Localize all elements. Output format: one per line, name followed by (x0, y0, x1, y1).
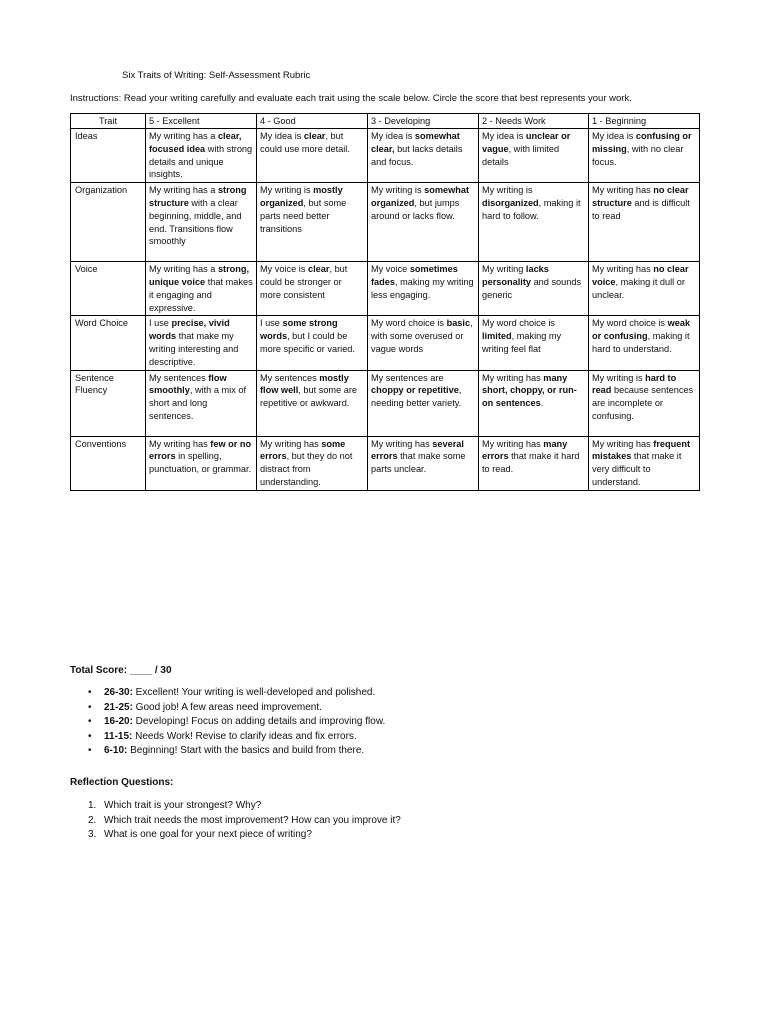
table-row (71, 183, 700, 262)
cell-text: , making it hard to understand. (592, 331, 690, 354)
cell-text: My writing is (260, 185, 314, 196)
score-range: 26-30: (104, 687, 133, 698)
cell-text: My idea is (482, 131, 526, 141)
score-description: Beginning! Start with the basics and build from there. (127, 745, 365, 756)
cell-text: in spelling, punctuation, or grammar. (149, 451, 252, 475)
score-bands-list (70, 686, 385, 759)
cell-text: My sentences (149, 372, 209, 383)
rubric-cell-score-3 (368, 370, 479, 436)
emphasis-text: frequent mistakes (592, 438, 691, 462)
cell-text: with strong details and unique insights. (149, 143, 253, 180)
cell-text: , with limited details (482, 143, 560, 167)
emphasis-text: few or no errors (149, 438, 252, 462)
rubric-cell-score-2 (479, 129, 589, 183)
cell-text: My sentences (260, 372, 320, 383)
emphasis-text: flow smoothly (149, 372, 227, 396)
list-item (70, 744, 385, 759)
emphasis-text: hard to read (592, 372, 677, 396)
cell-text: . (540, 398, 544, 409)
cell-text: My writing has (482, 438, 544, 449)
header-trait: Trait (71, 114, 146, 129)
cell-text: My writing (482, 264, 526, 275)
emphasis-text: many errors (482, 438, 568, 462)
cell-text: , with a mix of short and long sentences. (149, 385, 247, 421)
score-range: 21-25: (104, 701, 133, 713)
rubric-cell-score-4 (257, 436, 368, 490)
table-row (71, 262, 700, 316)
cell-text: , with some overused or vague words (371, 318, 473, 354)
cell-text: My sentences are (371, 372, 444, 383)
cell-text: My writing has (371, 438, 433, 449)
rubric-cell-score-2 (479, 436, 589, 490)
reflection-title: Reflection Questions: (70, 777, 174, 788)
cell-text: and sounds generic (482, 276, 582, 300)
emphasis-text: choppy or repetitive (371, 385, 459, 396)
header-score-5: 5 - Excellent (146, 114, 257, 129)
cell-text: My word choice is (482, 318, 556, 329)
emphasis-text: clear, focused idea (149, 131, 242, 154)
emphasis-text: unclear or vague (482, 131, 571, 154)
cell-text: but lacks details and focus. (371, 143, 463, 167)
emphasis-text: confusing or missing (592, 131, 692, 154)
rubric-cell-score-4 (257, 129, 368, 183)
cell-text: , needing better variety. (371, 385, 462, 409)
cell-text: My writing is (592, 372, 646, 383)
rubric-cell-score-5 (146, 316, 257, 370)
rubric-cell-score-1 (589, 370, 700, 436)
score-range: 11-15: (104, 730, 133, 742)
rubric-cell-score-5 (146, 370, 257, 436)
cell-text: My idea is (260, 131, 304, 141)
rubric-cell-score-2 (479, 316, 589, 370)
cell-text: , but they do not distract from understanding. (260, 451, 353, 487)
score-range: 16-20: (104, 716, 133, 727)
emphasis-text: some errors (260, 438, 346, 462)
emphasis-text: several errors (371, 438, 464, 462)
emphasis-text: sometimes fades (371, 264, 458, 287)
emphasis-text: clear (303, 131, 326, 141)
emphasis-text: limited (482, 331, 512, 342)
emphasis-text: somewhat clear, (371, 131, 460, 154)
cell-text: , making it dull or unclear. (592, 276, 685, 300)
rubric-cell-score-5 (146, 183, 257, 262)
cell-text: My writing is (371, 185, 425, 196)
table-row (71, 436, 700, 490)
question-number: 1. (88, 800, 97, 811)
cell-text: My idea is (371, 131, 415, 141)
table-row (71, 370, 700, 436)
cell-text: , but some parts need better transitions (260, 197, 347, 234)
rubric-cell-score-3 (368, 183, 479, 262)
score-description: Needs Work! Revise to clarify ideas and fix errors. (132, 730, 357, 742)
cell-text: because sentences are incomplete or confusing. (592, 385, 694, 421)
list-item (70, 799, 401, 814)
cell-text: My writing has a (149, 264, 218, 275)
cell-text: My writing has (482, 372, 544, 383)
score-description: Developing! Focus on adding details and improving flow. (132, 716, 386, 727)
document-title: Six Traits of Writing: Self-Assessment Rubric (122, 70, 311, 81)
cell-text: , but I could be more specific or varied. (260, 331, 355, 354)
rubric-cell-score-4 (257, 316, 368, 370)
cell-text: My voice (371, 264, 410, 275)
header-score-4: 4 - Good (257, 114, 368, 129)
cell-text: that make it hard to read. (482, 451, 580, 475)
cell-text: that make my writing interesting and descriptive. (149, 331, 239, 367)
rubric-cell-score-3 (368, 316, 479, 370)
question-text: What is one goal for your next piece of writing? (104, 829, 312, 840)
emphasis-text: strong, unique voice (149, 264, 250, 287)
question-number: 3. (88, 829, 97, 840)
list-item (70, 730, 385, 745)
rubric-cell-score-5 (146, 262, 257, 316)
cell-text: , making my writing less engaging. (371, 276, 474, 300)
trait-name: Sentence Fluency (71, 370, 146, 436)
cell-text: My idea is (592, 131, 636, 141)
cell-text: My writing has (149, 438, 211, 449)
cell-text: My word choice is (592, 318, 668, 329)
trait-name: Word Choice (71, 316, 146, 370)
cell-text: with a clear beginning, middle, and end. Transitions flow smoothly (149, 197, 242, 247)
cell-text: I use (149, 318, 172, 329)
cell-text: I use (260, 318, 283, 329)
emphasis-text: weak or confusing (592, 318, 691, 342)
cell-text: that make some parts unclear. (371, 451, 466, 475)
emphasis-text: precise, vivid words (149, 318, 230, 342)
header-score-2: 2 - Needs Work (479, 114, 589, 129)
rubric-cell-score-1 (589, 316, 700, 370)
list-item (70, 686, 385, 701)
trait-name: Ideas (71, 129, 146, 183)
emphasis-text: no clear voice (592, 264, 689, 287)
list-item (70, 814, 401, 829)
list-item (70, 701, 385, 716)
cell-text: My writing is (482, 185, 533, 196)
rubric-cell-score-3 (368, 262, 479, 316)
emphasis-text: somewhat organized (371, 185, 470, 208)
cell-text: My writing has (592, 185, 654, 196)
table-row (71, 129, 700, 183)
list-item (70, 715, 385, 730)
total-score (70, 665, 172, 676)
cell-text: and is difficult to read (592, 197, 690, 221)
instructions-text: Instructions: Read your writing carefully and evaluate each trait using the scale below. Circle the score that best represents your work. (70, 93, 632, 104)
score-description: Good job! A few areas need improvement. (132, 701, 322, 713)
cell-text: My writing has (592, 438, 654, 449)
rubric-cell-score-4 (257, 183, 368, 262)
rubric-cell-score-4 (257, 262, 368, 316)
cell-text: , but some are repetitive or awkward. (260, 385, 358, 409)
cell-text: My writing has (592, 264, 654, 275)
rubric-cell-score-4 (257, 370, 368, 436)
rubric-cell-score-1 (589, 262, 700, 316)
rubric-cell-score-3 (368, 129, 479, 183)
cell-text: that makes it engaging and expressive. (149, 276, 253, 313)
trait-name: Conventions (71, 436, 146, 490)
rubric-cell-score-1 (589, 183, 700, 262)
header-score-3: 3 - Developing (368, 114, 479, 129)
rubric-cell-score-2 (479, 370, 589, 436)
cell-text: , but could be stronger or more consistent (260, 264, 348, 300)
emphasis-text: no clear structure (592, 185, 689, 208)
rubric-cell-score-2 (479, 262, 589, 316)
emphasis-text: basic (446, 318, 471, 329)
rubric-header-row (71, 114, 700, 129)
emphasis-text: strong structure (149, 185, 247, 208)
cell-text: , making it hard to follow. (482, 197, 581, 221)
rubric-cell-score-3 (368, 436, 479, 490)
question-text: Which trait is your strongest? Why? (104, 800, 262, 811)
list-item (70, 828, 401, 843)
rubric-table (70, 113, 700, 491)
emphasis-text: mostly flow well (260, 372, 349, 396)
score-description: Excellent! Your writing is well-developed and polished. (132, 687, 376, 698)
total-score-label: Total Score: ____ / 30 (70, 665, 172, 676)
rubric-cell-score-5 (146, 436, 257, 490)
rubric-cell-score-1 (589, 129, 700, 183)
table-row (71, 316, 700, 370)
trait-name: Organization (71, 183, 146, 262)
emphasis-text: clear (308, 264, 330, 275)
question-text: Which trait needs the most improvement? How can you improve it? (104, 814, 401, 826)
cell-text: , making my writing feel flat (482, 331, 562, 354)
cell-text: that make it very difficult to understand. (592, 451, 682, 487)
cell-text: My writing has a (149, 185, 218, 196)
cell-text: My word choice is (371, 318, 447, 329)
cell-text: , but jumps around or lacks flow. (371, 197, 460, 221)
header-score-1: 1 - Beginning (589, 114, 700, 129)
emphasis-text: many short, choppy, or run-on sentences (482, 372, 577, 409)
rubric-cell-score-2 (479, 183, 589, 262)
score-range: 6-10: (104, 745, 128, 756)
emphasis-text: lacks personality (482, 264, 549, 287)
cell-text: , but could use more detail. (260, 131, 350, 154)
cell-text: My writing has (260, 438, 322, 449)
emphasis-text: some strong words (260, 318, 338, 342)
rubric-cell-score-1 (589, 436, 700, 490)
cell-text: My voice is (260, 264, 308, 275)
emphasis-text: disorganized (482, 197, 539, 208)
emphasis-text: mostly organized (260, 185, 343, 208)
question-number: 2. (88, 814, 97, 826)
rubric-cell-score-5 (146, 129, 257, 183)
reflection-questions-list (70, 799, 401, 843)
trait-name: Voice (71, 262, 146, 316)
cell-text: My writing has a (149, 131, 218, 141)
cell-text: , with no clear focus. (592, 143, 684, 167)
